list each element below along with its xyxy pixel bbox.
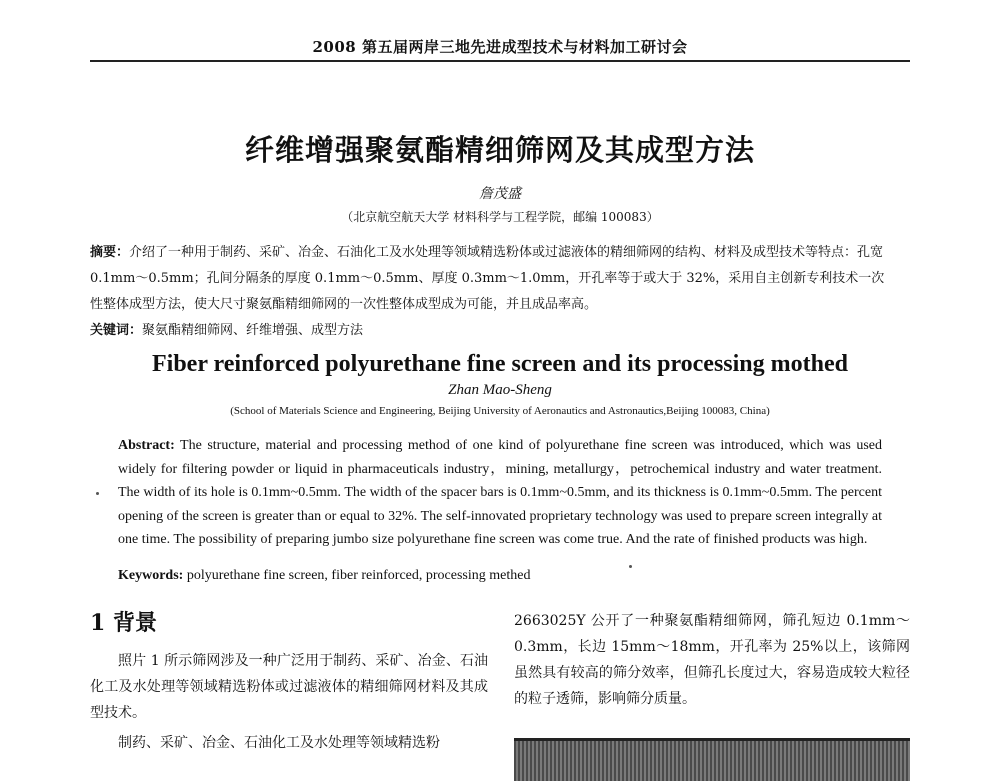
body-paragraph: 制药、采矿、冶金、石油化工及水处理等领域精选粉 [118, 735, 440, 751]
keywords-english-label: Keywords: [118, 568, 184, 583]
paper-title-english: Fiber reinforced polyurethane fine screen and its processing mothed [152, 351, 848, 377]
abstract-chinese-label: 摘要： [90, 245, 130, 260]
paper-title-chinese: 纤维增强聚氨酯精细筛网及其成型方法 [244, 133, 755, 167]
abstract-english-text: The structure, material and processing method of one kind of polyurethane fine screen was introduced, which was used widely for filtering powder or liquid in pharmaceuticals industry，mining, metallurgy，petrochemical industry and water treatment. The width of its hole is 0.1mm~0.5mm. The width of the spacer bars is 0.1mm~0.5mm, and its thickness is 0.1mm~0.5mm. The percent opening of the screen is greater than or equal to 32%. The self-innovated proprietary technology was used to prepare screen integrally at one time. The possibility of preparing jumbo size polyurethane fine screen was come true. And the rate of finished products was high. [118, 438, 882, 547]
keywords-chinese-text: 聚氨酯精细筛网、纤维增强、成型方法 [142, 323, 364, 338]
running-header: 2008 第五届两岸三地先进成型技术与材料加工研讨会 [312, 38, 688, 56]
body-paragraph: 照片 1 所示筛网涉及一种广泛用于制药、采矿、冶金、石油化工及水处理等领域精选粉体或过滤液体的精细筛网材料及其成型技术。 [90, 653, 488, 721]
abstract-chinese-text: 介绍了一种用于制药、采矿、冶金、石油化工及水处理等领域精选粉体或过滤液体的精细筛网的结构、材料及成型技术等特点：孔宽 0.1mm～0.5mm；孔间分隔条的厚度 0.1mm～0.5mm、厚度 0.3mm～1.0mm，开孔率等于或大于 32%，采用自主创新专利技术一次性整体成型方法，使大尺寸聚氨酯精细筛网的一次性整体成型成为可能，并且成品率高。 [90, 245, 885, 312]
scan-speck [96, 492, 99, 495]
author-chinese: 詹茂盛 [479, 186, 521, 202]
right-column-text: 2663025Y 公开了一种聚氨酯精细筛网，筛孔短边 0.1mm～0.3mm，长边 15mm～18mm，开孔率为 25%以上，该筛网虽然具有较高的筛分效率，但筛孔长度过大，容易造成较大粒径的粒子透筛，影响筛分质量。 [514, 613, 910, 707]
abstract-chinese [90, 240, 890, 318]
abstract-english [118, 434, 882, 552]
keywords-chinese [90, 318, 890, 344]
left-column [90, 608, 488, 760]
abstract-english-label: Abstract: [118, 438, 175, 453]
header-rule [90, 60, 910, 62]
keywords-chinese-label: 关键词： [90, 323, 143, 338]
scan-speck [629, 565, 632, 568]
author-english: Zhan Mao-Sheng [448, 382, 552, 398]
affiliation-english: (School of Materials Science and Engineering, Beijing University of Aeronautics and Astronautics,Beijing 100083, China) [230, 405, 770, 417]
section-heading: 1 背景 [90, 610, 157, 636]
keywords-english [118, 564, 882, 587]
affiliation-chinese: （北京航空航天大学 材料科学与工程学院，邮编 100083） [341, 210, 659, 224]
keywords-english-text: polyurethane fine screen, fiber reinforced, processing methed [183, 568, 531, 583]
